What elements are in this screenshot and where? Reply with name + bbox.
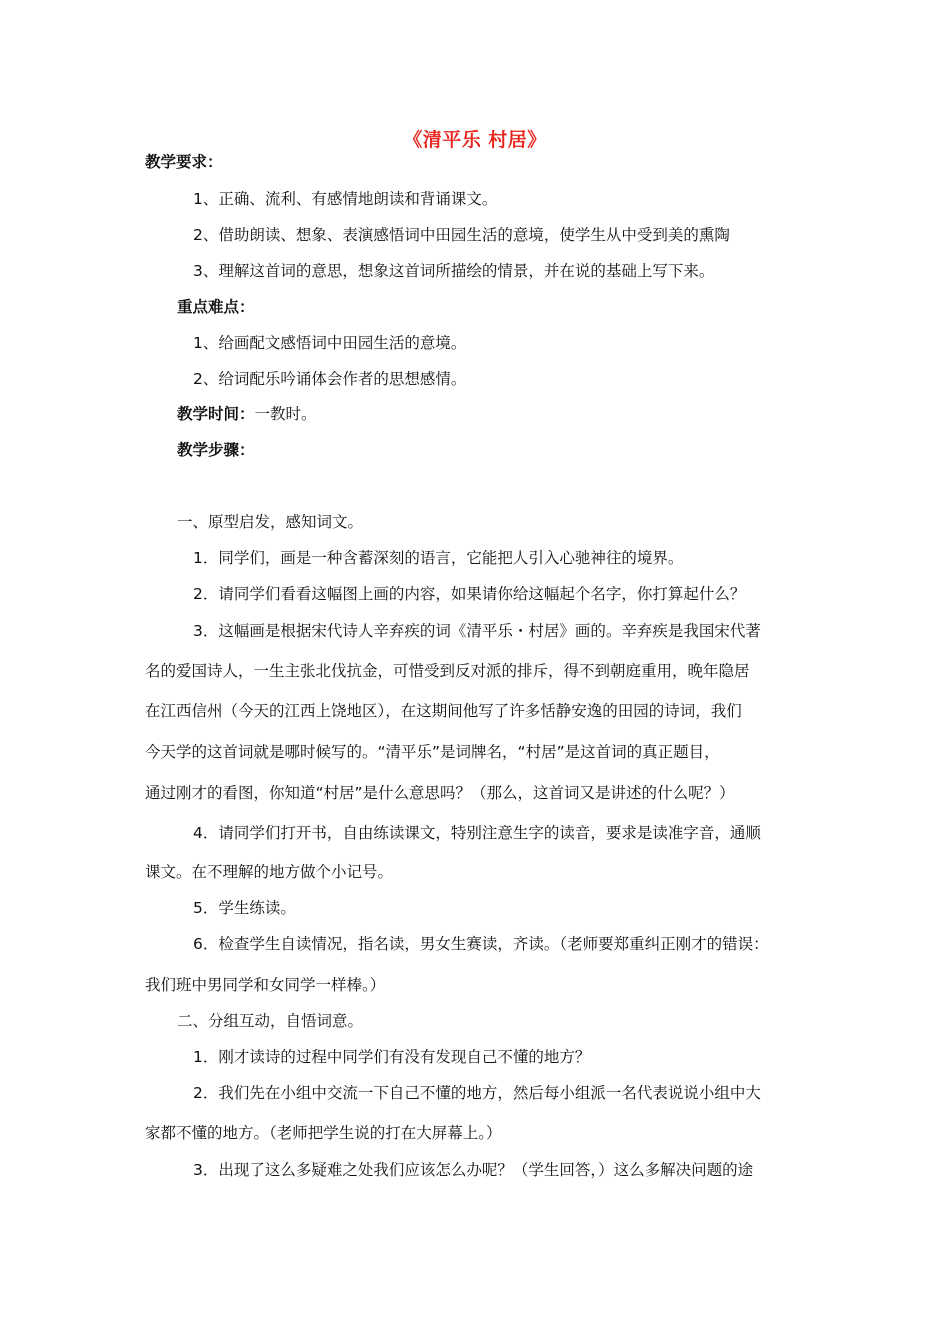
section1-paragraph: 4．请同学们打开书，自由练读课文，特别注意生字的读音，要求是读准字音，通顺: [193, 824, 761, 842]
section1-paragraph: 6．检查学生自读情况，指名读，男女生赛读，齐读。（老师要郑重纠正刚才的错误：: [193, 935, 769, 953]
section1-paragraph: 2．请同学们看看这幅图上画的内容，如果请你给这幅起个名字，你打算起什么？: [193, 585, 746, 603]
section2-paragraph: 3．出现了这么多疑难之处我们应该怎么办呢？（学生回答，）这么多解决问题的途: [193, 1161, 754, 1179]
section2-heading: 二、分组互动，自悟词意。: [177, 1012, 364, 1030]
requirement-item: 1、正确、流利、有感情地朗读和背诵课文。: [193, 190, 498, 208]
section1-paragraph: 课文。在不理解的地方做个小记号。: [145, 863, 394, 881]
key-point-item: 2、给词配乐吟诵体会作者的思想感情。: [193, 370, 467, 388]
section2-paragraph: 2．我们先在小组中交流一下自己不懂的地方，然后每小组派一名代表说说小组中大: [193, 1084, 761, 1102]
section1-paragraph: 我们班中男同学和女同学一样棒。）: [145, 976, 386, 994]
section1-paragraph: 通过刚才的看图，你知道“村居”是什么意思吗？（那么，这首词又是讲述的什么呢？）: [145, 784, 735, 802]
key-points-heading: 重点难点：: [177, 298, 255, 316]
section1-paragraph: 今天学的这首词就是哪时候写的。“清平乐”是词牌名，“村居”是这首词的真正题目，: [145, 743, 720, 761]
section2-paragraph: 家都不懂的地方。（老师把学生说的打在大屏幕上。）: [145, 1124, 502, 1142]
section1-heading: 一、原型启发，感知词文。: [177, 513, 364, 531]
requirements-heading: 教学要求：: [145, 153, 223, 171]
section1-paragraph: 3．这幅画是根据宋代诗人辛弃疾的词《清平乐・村居》画的。辛弃疾是我国宋代著: [193, 622, 761, 640]
section1-paragraph: 1．同学们，画是一种含蓄深刻的语言，它能把人引入心驰神往的境界。: [193, 549, 684, 567]
requirement-item: 2、借助朗读、想象、表演感悟词中田园生活的意境，使学生从中受到美的熏陶: [193, 226, 730, 244]
teaching-time: [177, 404, 317, 424]
key-point-item: 1、给画配文感悟词中田园生活的意境。: [193, 334, 467, 352]
steps-heading: 教学步骤：: [177, 441, 255, 459]
section1-paragraph: 名的爱国诗人，一生主张北伐抗金，可惜受到反对派的排斥，得不到朝庭重用，晚年隐居: [145, 662, 750, 680]
requirement-item: 3、理解这首词的意思，想象这首词所描绘的情景，并在说的基础上写下来。: [193, 262, 715, 280]
section1-paragraph: 在江西信州（今天的江西上饶地区），在这期间他写了许多恬静安逸的田园的诗词，我们: [145, 702, 742, 720]
teaching-time-value: 一教时。: [254, 405, 317, 423]
section1-paragraph: 5．学生练读。: [193, 899, 296, 917]
teaching-time-label: 教学时间：: [177, 405, 255, 423]
document-title: 《清平乐 村居》: [403, 129, 547, 151]
section2-paragraph: 1．刚才读诗的过程中同学们有没有发现自己不懂的地方？: [193, 1048, 591, 1066]
